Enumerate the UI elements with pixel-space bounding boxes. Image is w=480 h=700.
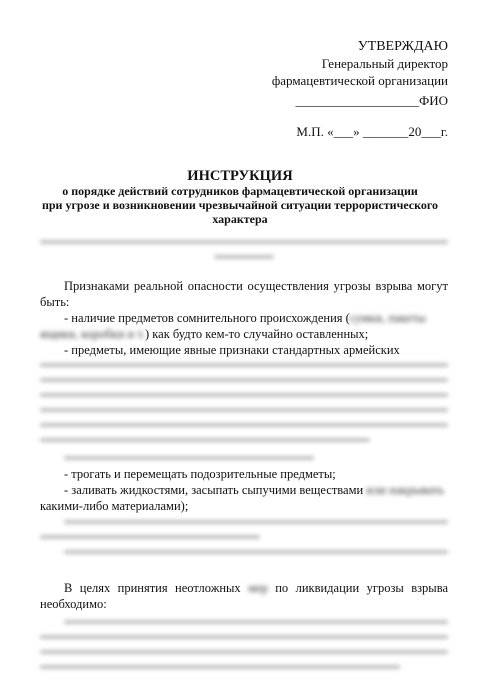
blurred-text: мер [248, 581, 268, 595]
fio-label: ФИО [418, 93, 448, 108]
fio-blank: ___________________ [295, 93, 419, 108]
blurred-bottom-paragraph [40, 620, 448, 680]
approval-title: УТВЕРЖДАЮ [357, 39, 448, 54]
blurred-section-heading [40, 240, 448, 270]
document-title: ИНСТРУКЦИЯ [187, 168, 293, 184]
paragraph-signs: Признаками реальной опасности осуществления угрозы взрыва могут быть: [40, 279, 448, 309]
list-item-do-not-pour: - заливать жидкостями, засыпать сыпучими веществами или накрывать [64, 483, 445, 497]
heading-line-3: характера [212, 212, 268, 226]
document-heading [40, 169, 440, 226]
fio-line [295, 93, 448, 109]
heading-line-1: о порядке действий сотрудников фармацевтической организации [62, 184, 418, 198]
list-item-suspicious-objects: - наличие предметов сомнительного происхождения (сумки, пакеты [64, 311, 426, 325]
blurred-text: ящики, коробки и т. [40, 327, 145, 341]
blurred-text: сумки, пакеты [349, 311, 426, 325]
blurred-list-items [40, 520, 448, 565]
stamp-date-line: М.П. «___» _______20___г. [296, 124, 448, 139]
list-item-do-not-move: - трогать и перемещать подозрительные предметы; [64, 467, 336, 481]
approval-block [272, 38, 448, 89]
approval-organization: фармацевтической организации [271, 73, 448, 88]
paragraph-measures: В целях принятия неотложных мер по ликвидации угрозы взрыва необходимо: [40, 581, 448, 611]
list-item-do-not-pour-cont: какими-либо материалами); [40, 499, 189, 513]
list-item-army-items: - предметы, имеющие явные признаки стандартных армейских [64, 343, 400, 357]
heading-line-2: при угрозе и возникновении чрезвычайной ситуации террористического [41, 198, 439, 212]
blurred-text: или накрывать [366, 483, 445, 497]
blurred-paragraph [40, 363, 448, 453]
approval-position: Генеральный директор [321, 56, 448, 71]
list-item-suspicious-objects-cont: ящики, коробки и т.) как будто кем-то случайно оставленных; [40, 327, 369, 341]
